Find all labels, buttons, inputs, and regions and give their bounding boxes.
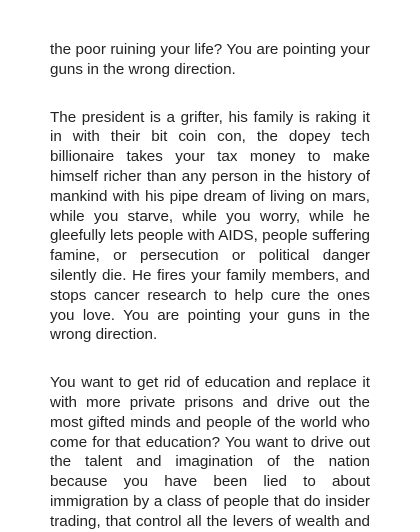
text-line: trading, that control all the levers of wealth and bbox=[50, 512, 370, 530]
text-line: while you starve, while you worry, while he bbox=[50, 207, 370, 225]
text-line: with more private prisons and drive out the bbox=[50, 393, 370, 411]
paragraph-3 bbox=[50, 373, 370, 531]
text-line: famine, or persecution or political danger bbox=[50, 247, 370, 265]
text-line: most gifted minds and people of the world who bbox=[50, 413, 370, 431]
text-line: The president is a grifter, his family is raking it bbox=[50, 108, 370, 126]
text-line: you love. You are pointing your guns in the bbox=[50, 306, 370, 324]
text-line: guns in the wrong direction. bbox=[50, 60, 236, 78]
text-line: himself richer than any person in the history of bbox=[50, 167, 370, 185]
text-line: wrong direction. bbox=[50, 326, 158, 344]
text-line: because you have been lied to about bbox=[50, 473, 370, 491]
text-line: mankind with his pipe dream of living on mars, bbox=[50, 187, 370, 205]
text-line: gleefully lets people with AIDS, people suffering bbox=[50, 227, 370, 245]
text-line: the poor ruining your life? You are pointing your bbox=[50, 41, 370, 58]
text-line: the talent and imagination of the nation bbox=[50, 453, 370, 471]
text-line: silently die. He fires your family members, and bbox=[50, 266, 370, 284]
text-line: billionaire takes your tax money to make bbox=[50, 148, 370, 166]
paragraph-1 bbox=[50, 40, 370, 80]
text-line: You want to get rid of education and replace it bbox=[50, 374, 370, 392]
paragraph-2 bbox=[50, 108, 370, 346]
text-line: immigration by a class of people that do insider bbox=[50, 492, 370, 510]
text-line: come for that education? You want to drive out bbox=[50, 433, 370, 451]
text-line: stops cancer research to help cure the ones bbox=[50, 286, 370, 304]
text-line: in with their bit coin con, the dopey tech bbox=[50, 128, 370, 146]
